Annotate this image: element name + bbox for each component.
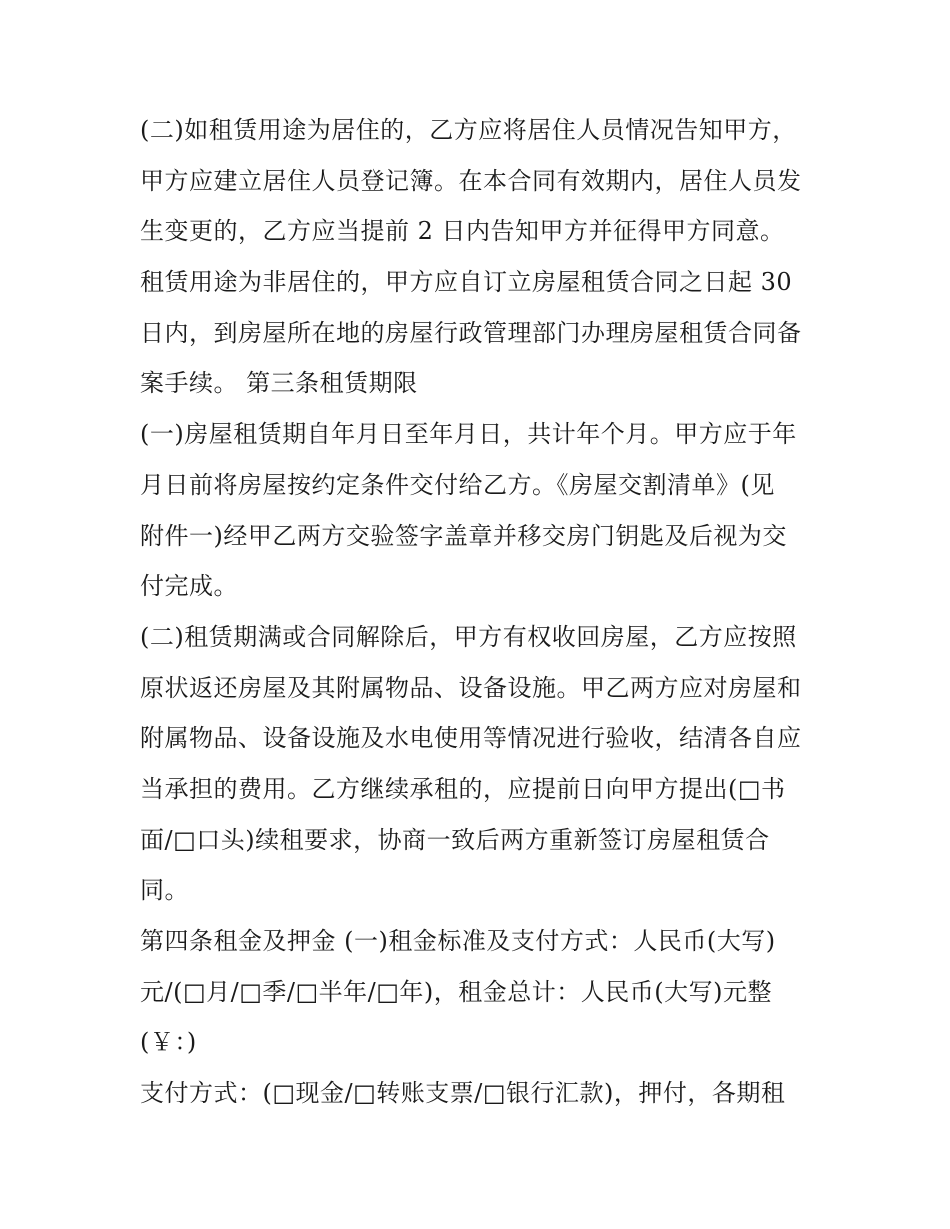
contract-body-text	[140, 105, 820, 1119]
text-line: 案手续。 第三条租赁期限	[140, 369, 418, 398]
text-line: 日内，到房屋所在地的房屋行政管理部门办理房屋租赁合同备	[140, 318, 802, 347]
text-line: 附件一)经甲乙两方交验签字盖章并移交房门钥匙及后视为交	[140, 521, 787, 550]
text-line: 原状返还房屋及其附属物品、设备设施。甲乙两方应对房屋和	[140, 673, 802, 702]
text-line: 生变更的，乙方应当提前 2 日内告知甲方并征得甲方同意。	[140, 217, 785, 246]
text-line: 元/(□月/□季/□半年/□年)，租金总计：人民币(大写)元整	[140, 977, 772, 1006]
text-line: 支付方式：(□现金/□转账支票/□银行汇款)，押付，各期租	[140, 1079, 786, 1108]
text-line: 付完成。	[140, 572, 238, 601]
text-line: 当承担的费用。乙方继续承租的，应提前日向甲方提出(□书	[140, 774, 786, 803]
text-line: (二)租赁期满或合同解除后，甲方有权收回房屋，乙方应按照	[140, 622, 797, 651]
text-line: 甲方应建立居住人员登记簿。在本合同有效期内，居住人员发	[140, 166, 802, 195]
text-line: 同。	[140, 876, 189, 905]
text-line: 第四条租金及押金 (一)租金标准及支付方式：人民币(大写)	[140, 927, 776, 955]
text-line: (￥：)	[140, 1028, 197, 1057]
text-line: 月日前将房屋按约定条件交付给乙方。《房屋交割清单》(见	[140, 470, 775, 499]
text-line: 面/□口头)续租要求，协商一致后两方重新签订房屋租赁合	[140, 825, 770, 854]
text-line: 附属物品、设备设施及水电使用等情况进行验收，结清各自应	[140, 724, 802, 753]
text-line: (一)房屋租赁期自年月日至年月日，共计年个月。甲方应于年	[140, 420, 797, 449]
text-line: 租赁用途为非居住的，甲方应自订立房屋租赁合同之日起 30	[140, 268, 793, 297]
text-line: (二)如租赁用途为居住的，乙方应将居住人员情况告知甲方，	[140, 116, 797, 144]
